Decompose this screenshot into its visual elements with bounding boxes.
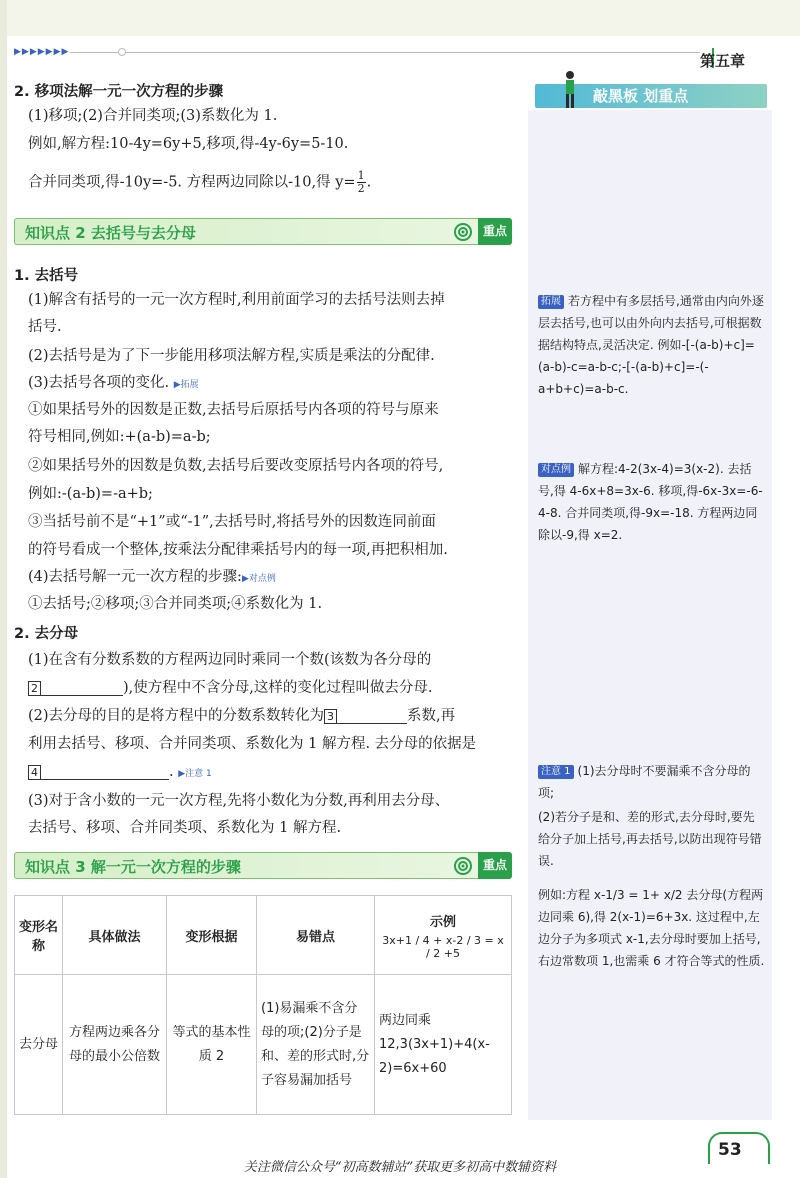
key-badge: 重点 [478, 852, 512, 879]
text-line: (2)去括号是为了下一步能用移项法解方程,实质是乘法的分配律. [28, 348, 435, 364]
text-line [28, 762, 212, 784]
side-note-text: 例如:方程 x-1/3 = 1+ x/2 去分母(方程两边同乘 6),得 2(x-1)=6+3x. 这过程中,左边分子为多项式 x-1,去分母时要加上括号,右边常数项 1,也需乘 6 才符合等式的性质. [538, 888, 765, 968]
note-text: 若方程中有多层括号,通常由内向外逐层去括号,也可以由外向内去括号,可根据数据结构特点,灵活决定. 例如-[-(a-b)+c]=(a-b)-c=a-b-c;-[-(a-b)+c]=-(-a+b+c)=a-b-c. [538, 294, 764, 396]
text-line: 括号. [28, 319, 62, 335]
table-cell: (1)易漏乘不含分母的项;(2)分子是和、差的形式时,分子容易漏加括号 [257, 975, 375, 1115]
table-row [15, 975, 512, 1115]
text-fragment: (2)去分母的目的是将方程中的分数系数转化为 [28, 708, 325, 724]
text-line: (3)对于含小数的一元一次方程,先将小数化为分数,再利用去分母、 [28, 793, 450, 809]
knowledge-point-header [14, 218, 512, 245]
footer-text: 关注微信公众号“初高数辅站”获取更多初高中数辅资料 [243, 1160, 557, 1175]
note-tag: 注意 1 [538, 765, 574, 779]
note-link[interactable]: ▶注意 1 [178, 769, 212, 779]
text-line [28, 170, 371, 195]
text-line: 利用去括号、移项、合并同类项、系数化为 1 解方程. 去分母的依据是 [28, 736, 477, 752]
side-note-caution [538, 760, 766, 804]
table-header-example [375, 896, 512, 975]
text-line: 去括号、移项、合并同类项、系数化为 1 解方程. [28, 820, 342, 836]
note-text: 解方程:4-2(3x-4)=3(x-2). 去括号,得 4-6x+8=3x-6. 移项,得-6x-3x=-6-4-8. 合并同类项,得-9x=-18. 方程两边同除以-9,得 x=2. [538, 462, 763, 542]
blank-number: 2 [28, 681, 41, 696]
text-line [28, 567, 276, 589]
text-fragment: (3)去括号各项的变化. [28, 375, 170, 391]
numerator: 1 [357, 169, 365, 182]
text-line: (1)解含有括号的一元一次方程时,利用前面学习的去括号法则去掉 [28, 292, 445, 308]
table-header: 变形根据 [167, 896, 257, 975]
target-icon [453, 222, 473, 242]
text-fragment: ),使方程中不含分母,这样的变化过程叫做去分母. [123, 680, 433, 696]
fill-blank[interactable] [337, 708, 407, 724]
text-line [28, 373, 199, 395]
text-fragment: 合并同类项,得-10y=-5. 方程两边同除以-10,得 y= [28, 174, 356, 191]
fraction [357, 170, 366, 195]
target-icon [453, 856, 473, 876]
header-dots: ▶▶▶▶▶▶▶ [14, 47, 70, 57]
header-rule-circle [118, 48, 126, 56]
note-text: (1)去分母时不要漏乘不含分母的项; [538, 764, 751, 800]
text-line: ②如果括号外的因数是负数,去括号后要改变原括号内各项的符号, [28, 458, 444, 474]
subsection-title: 1. 去括号 [14, 268, 79, 284]
chapter-label: 第五章 [700, 52, 746, 70]
fill-blank[interactable] [41, 764, 169, 780]
text-line: 的符号看成一个整体,按乘法分配律乘括号内的每一项,再把积相加. [28, 542, 448, 558]
text-fragment: (4)去括号解一元一次方程的步骤: [28, 569, 242, 585]
note-tag: 拓展 [538, 295, 564, 309]
table-header: 示例 [429, 914, 456, 930]
text-line: 例如:-(a-b)=-a+b; [28, 486, 153, 502]
text-line: ③当括号前不是“+1”或“-1”,去括号时,将括号外的因数连同前面 [28, 514, 436, 530]
page-edge [0, 0, 7, 1178]
text-line [28, 706, 455, 726]
text-line: ①如果括号外的因数是正数,去括号后原括号内各项的符号与原来 [28, 402, 439, 418]
table-header: 易错点 [257, 896, 375, 975]
text-fragment: . [169, 764, 174, 780]
text-line: 例如,解方程:10-4y=6y+5,移项,得-4y-6y=5-10. [28, 136, 349, 152]
text-line [28, 678, 432, 698]
example-link[interactable]: ▶对点例 [241, 574, 276, 584]
table-header-row [15, 896, 512, 975]
knowledge-point-title: 知识点 3 解一元一次方程的步骤 [25, 858, 241, 876]
blank-number: 3 [324, 709, 337, 724]
steps-table [14, 895, 512, 1115]
header-rule [70, 52, 700, 53]
extension-link[interactable]: ▶拓展 [173, 380, 199, 390]
fill-blank[interactable] [41, 680, 123, 696]
note-tag: 对点例 [538, 463, 574, 477]
page-number: 53 [708, 1132, 770, 1164]
side-banner: 敲黑板 划重点 [535, 84, 767, 108]
table-header: 变形名称 [15, 896, 63, 975]
section-title: 2. 移项法解一元一次方程的步骤 [14, 84, 224, 100]
example-equation: 3x+1 / 4 + x-2 / 3 = x / 2 +5 [382, 933, 504, 960]
knowledge-point-header [14, 852, 512, 879]
table-cell: 等式的基本性质 2 [167, 975, 257, 1115]
blank-number: 4 [28, 765, 41, 780]
key-badge: 重点 [478, 218, 512, 245]
text-line: 符号相同,例如:+(a-b)=a-b; [28, 429, 211, 445]
top-band [0, 0, 800, 36]
table-cell: 两边同乘 12,3(3x+1)+4(x-2)=6x+60 [375, 975, 512, 1115]
table-cell: 去分母 [15, 975, 63, 1115]
subsection-title: 2. 去分母 [14, 626, 79, 642]
side-note-example [538, 458, 766, 546]
knowledge-point-title: 知识点 2 去括号与去分母 [25, 224, 196, 242]
table-cell: 方程两边乘各分母的最小公倍数 [63, 975, 167, 1115]
table-header: 具体做法 [63, 896, 167, 975]
text-fragment: . [366, 174, 372, 191]
side-note-extension [538, 290, 766, 400]
text-line: (1)在含有分数系数的方程两边同时乘同一个数(该数为各分母的 [28, 652, 432, 668]
text-fragment: 系数,再 [407, 708, 456, 724]
person-icon [560, 70, 580, 110]
text-line: ①去括号;②移项;③合并同类项;④系数化为 1. [28, 596, 323, 612]
denominator: 2 [357, 182, 365, 195]
side-note-text: (2)若分子是和、差的形式,去分母时,要先给分子加上括号,再去括号,以防出现符号错误. [538, 810, 762, 868]
text-line: (1)移项;(2)合并同类项;(3)系数化为 1. [28, 108, 278, 124]
